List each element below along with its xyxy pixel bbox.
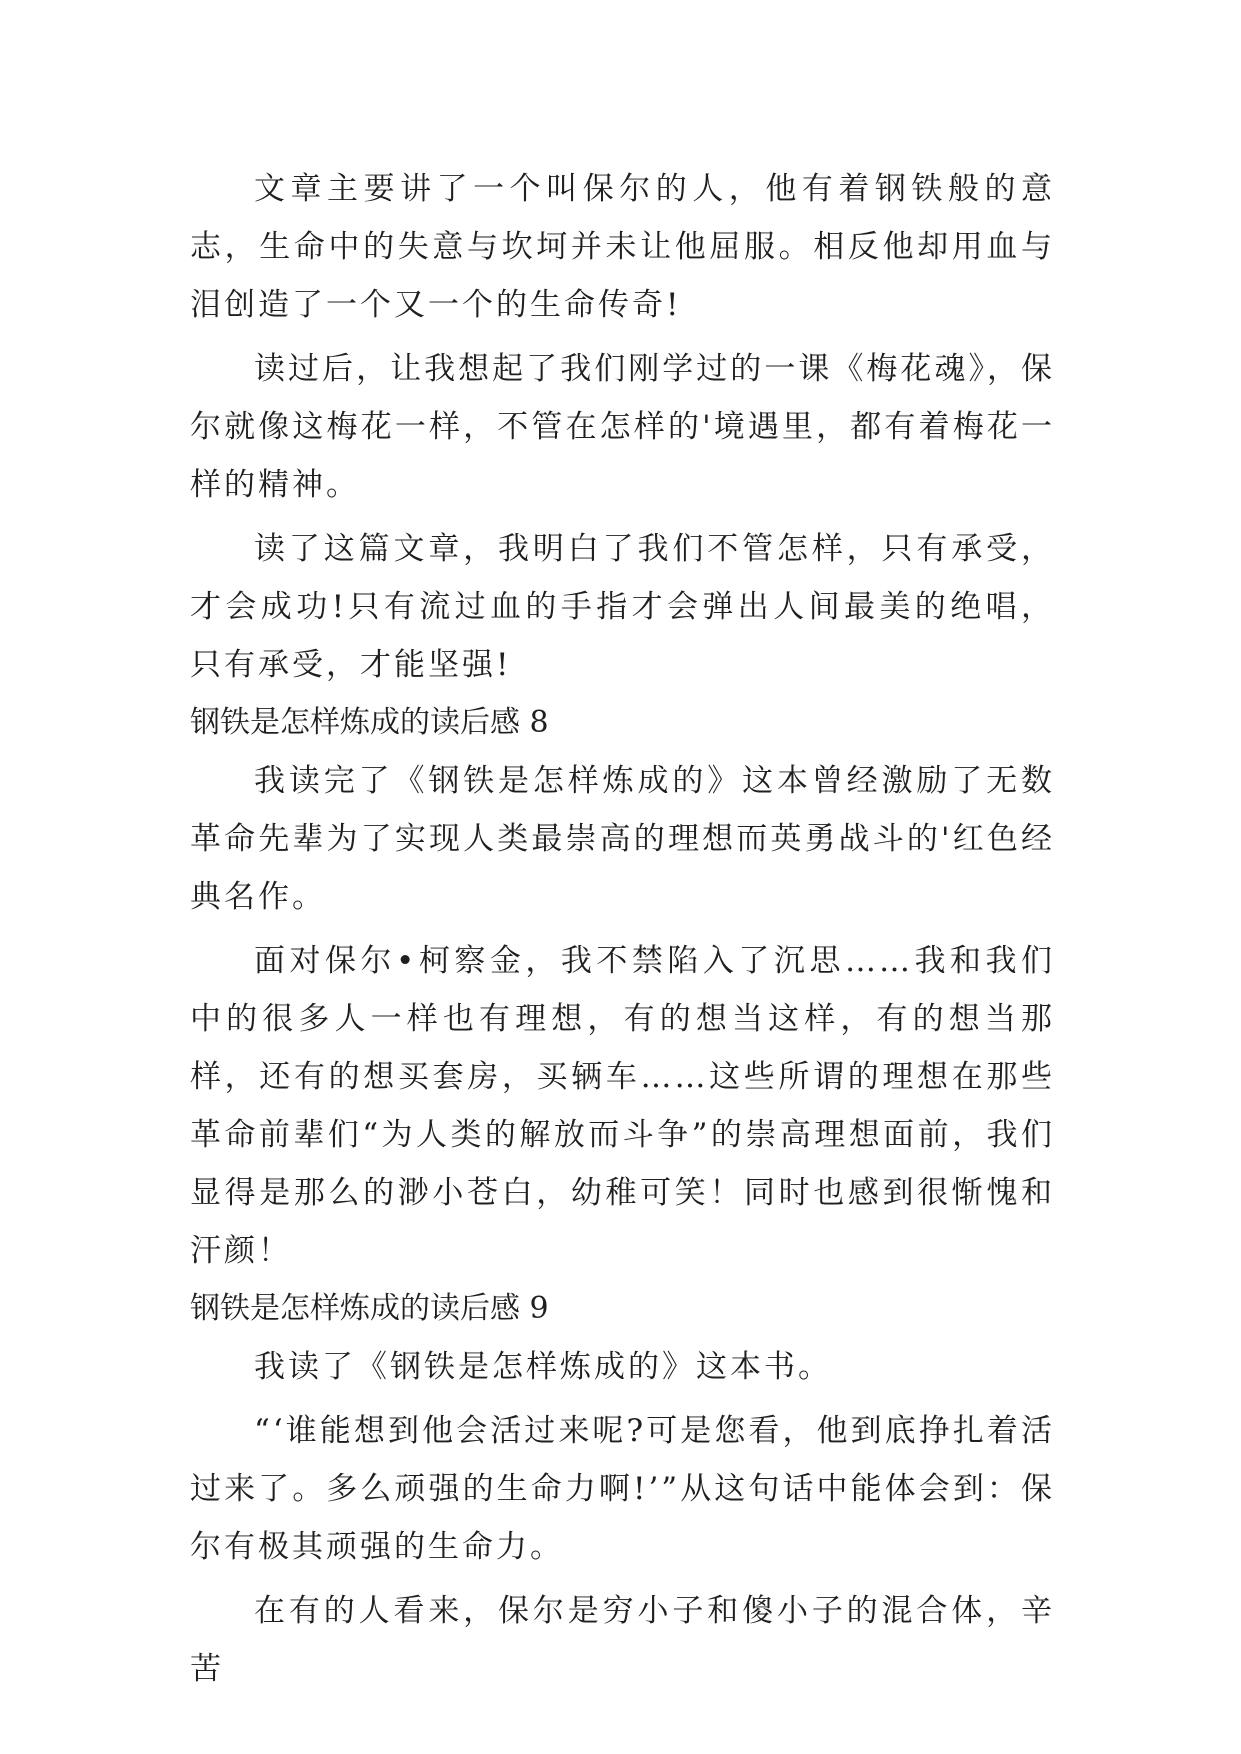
section-heading-9: 钢铁是怎样炼成的读后感 9 (190, 1291, 549, 1326)
paragraph-6: 我读了《钢铁是怎样炼成的》这本书。 (254, 1349, 832, 1385)
paragraph-8: 在有的人看来，保尔是穷小子和傻小子的混合体，辛苦 (190, 1593, 1055, 1687)
paragraph-1: 文章主要讲了一个叫保尔的人，他有着钢铁般的意志，生命中的失意与坎坷并未让他屈服。相反他却用血与泪创造了一个又一个的生命传奇! (190, 171, 1055, 323)
document-body (190, 160, 1055, 1698)
paragraph-3: 读了这篇文章，我明白了我们不管怎样，只有承受，才会成功!只有流过血的手指才会弹出人间最美的绝唱，只有承受，才能坚强! (190, 531, 1055, 683)
section-heading-8: 钢铁是怎样炼成的读后感 8 (190, 705, 549, 740)
paragraph-7: “‘谁能想到他会活过来呢?可是您看，他到底挣扎着活过来了。多么顽强的生命力啊!’”从这句话中能体会到：保尔有极其顽强的生命力。 (190, 1413, 1055, 1565)
paragraph-2: 读过后，让我想起了我们刚学过的一课《梅花魂》，保尔就像这梅花一样，不管在怎样的'境遇里，都有着梅花一样的精神。 (190, 351, 1055, 503)
paragraph-4: 我读完了《钢铁是怎样炼成的》这本曾经激励了无数革命先辈为了实现人类最崇高的理想而英勇战斗的'红色经典名作。 (190, 763, 1055, 915)
paragraph-5: 面对保尔•柯察金，我不禁陷入了沉思……我和我们中的很多人一样也有理想，有的想当这样，有的想当那样，还有的想买套房，买辆车……这些所谓的理想在那些革命前辈们“为人类的解放而斗争”的崇高理想面前，我们显得是那么的渺小苍白，幼稚可笑！同时也感到很惭愧和汗颜！ (190, 943, 1055, 1269)
